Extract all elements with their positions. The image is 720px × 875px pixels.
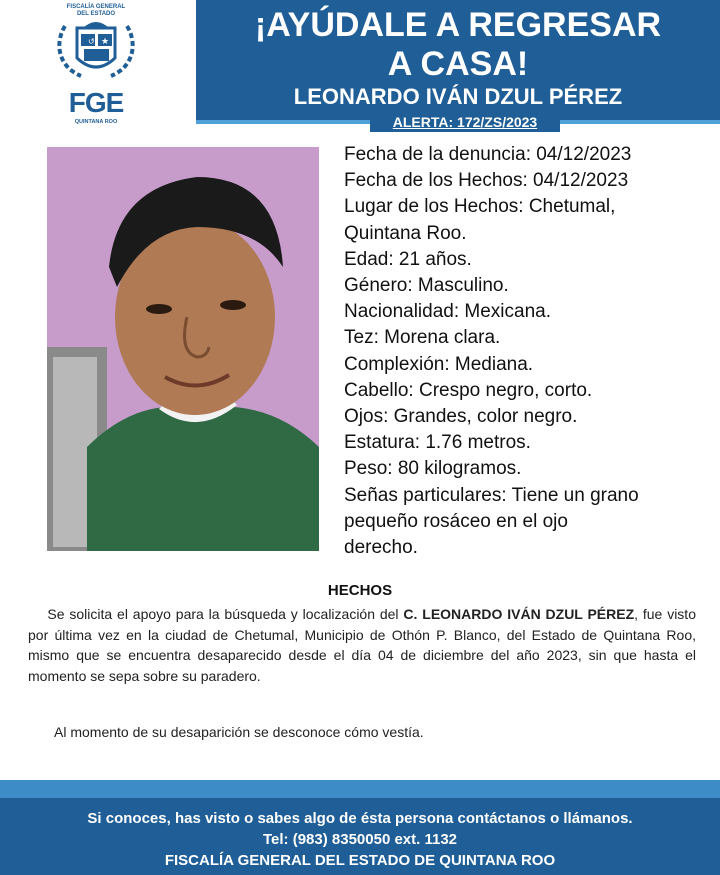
detail-skin: Tez: Morena clara. [344, 327, 501, 349]
detail-marks-cont: pequeño rosáceo en el ojo [344, 510, 568, 532]
poster-title-line2: A CASA! [387, 45, 529, 83]
detail-weight: Peso: 80 kilogramos. [344, 458, 522, 480]
clothing-note: Al momento de su desaparición se desconoce cómo vestía. [54, 724, 424, 740]
footer-phone: Tel: (983) 8350050 ext. 1132 [262, 831, 458, 848]
logo-agency-line1: FISCALÍA GENERAL [66, 4, 126, 10]
hechos-text-start: Se solicita el apoyo para la búsqueda y localización del [47, 606, 404, 622]
hechos-person-name: C. LEONARDO IVÁN DZUL PÉREZ [403, 606, 635, 622]
svg-text:↺: ↺ [88, 37, 95, 46]
footer-call-to-action: Si conoces, has visto o sabes algo de ésta persona contáctanos o llámanos. [87, 810, 633, 827]
logo-state: QUINTANA ROO [74, 119, 118, 125]
fge-logo [46, 4, 146, 130]
detail-eyes: Ojos: Grandes, color negro. [344, 406, 578, 428]
detail-report-date: Fecha de la denuncia: 04/12/2023 [344, 144, 632, 165]
detail-marks-end: derecho. [344, 537, 418, 559]
detail-marks: Señas particulares: Tiene un grano [344, 484, 639, 506]
poster-title-line1: ¡AYÚDALE A REGRESAR [254, 6, 662, 44]
hechos-text-end: , fue visto por última vez en la ciudad de Chetumal, Municipio de Othón P. Blanco, del Estado de Quintana Roo, mismo que se encuentra desaparecido desde el día 04 de diciembre del año 2023, sin que hasta el momento se sepa sobre su paradero. [28, 606, 696, 684]
detail-place: Lugar de los Hechos: Chetumal, [344, 196, 616, 218]
detail-gender: Género: Masculino. [344, 275, 509, 297]
detail-place-cont: Quintana Roo. [344, 222, 467, 244]
detail-build: Complexión: Mediana. [344, 353, 534, 375]
hechos-paragraph [28, 604, 696, 686]
missing-person-name: LEONARDO IVÁN DZUL PÉREZ [293, 84, 623, 109]
coat-of-arms-icon [51, 18, 141, 80]
footer-accent-band [0, 780, 720, 798]
hechos-heading: HECHOS [327, 582, 393, 599]
detail-height: Estatura: 1.76 metros. [344, 432, 531, 454]
contact-footer [0, 798, 720, 875]
detail-nationality: Nacionalidad: Mexicana. [344, 301, 552, 323]
detail-age: Edad: 21 años. [344, 248, 472, 270]
detail-hair: Cabello: Crespo negro, corto. [344, 379, 593, 401]
detail-event-date: Fecha de los Hechos: 04/12/2023 [344, 170, 629, 192]
person-details-list [344, 142, 714, 561]
logo-agency-line2: DEL ESTADO [76, 11, 116, 17]
alert-number: ALERTA: 172/ZS/2023 [370, 114, 560, 132]
svg-text:★: ★ [101, 36, 110, 46]
missing-person-photo [47, 147, 319, 551]
logo-abbreviation: FGE [68, 87, 124, 118]
footer-agency: FISCALÍA GENERAL DEL ESTADO DE QUINTANA ROO [164, 852, 556, 869]
